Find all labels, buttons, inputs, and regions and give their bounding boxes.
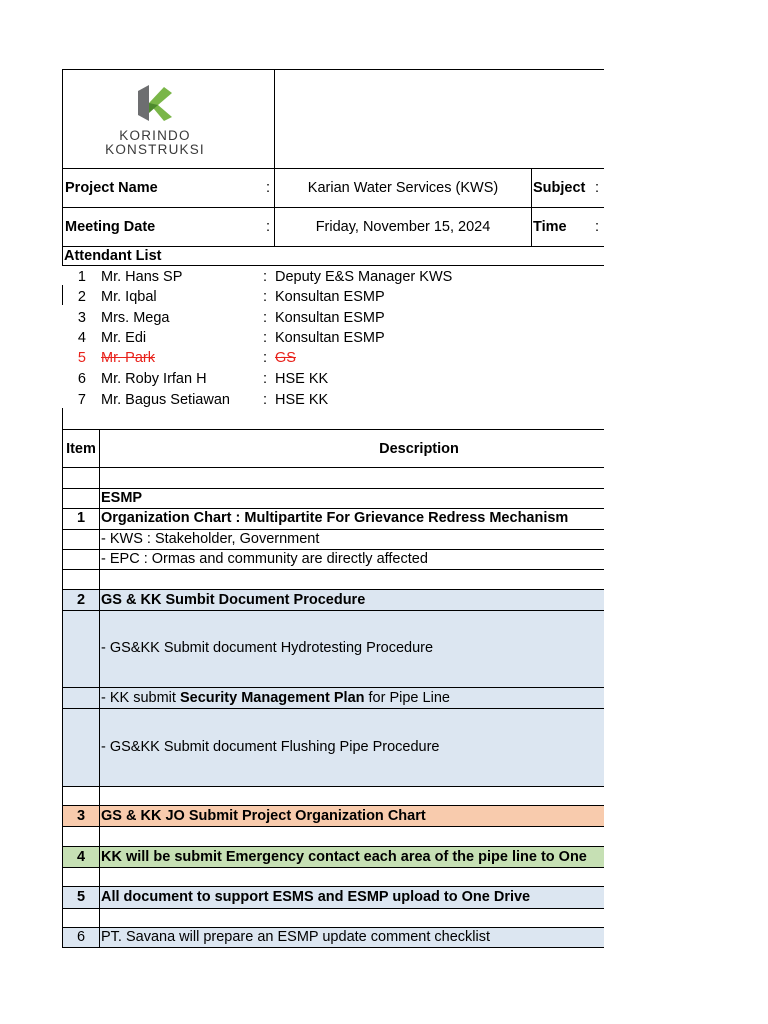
item6-number: 6 bbox=[76, 929, 86, 945]
attendant-colon: : bbox=[263, 310, 268, 326]
attendant-colon: : bbox=[263, 269, 268, 285]
subject-label: Subject bbox=[533, 180, 586, 196]
project-name-colon: : bbox=[266, 180, 271, 196]
attendant-name: Mr. Hans SP bbox=[101, 269, 183, 285]
item2-sub3: - GS&KK Submit document Flushing Pipe Procedure bbox=[101, 739, 440, 755]
attendant-no: 6 bbox=[77, 371, 86, 387]
company-logo bbox=[136, 83, 174, 123]
item3-title: GS & KK JO Submit Project Organization Chart bbox=[101, 808, 426, 824]
attendant-role: Deputy E&S Manager KWS bbox=[275, 269, 453, 285]
item1-title: Organization Chart : Multipartite For Grievance Redress Mechanism bbox=[101, 510, 569, 526]
project-name-value: Karian Water Services (KWS) bbox=[307, 180, 499, 196]
subject-colon: : bbox=[595, 180, 600, 196]
attendant-no: 7 bbox=[77, 392, 86, 408]
item2-sub2-pre: - KK submit bbox=[101, 690, 180, 706]
meeting-date-label: Meeting Date bbox=[65, 219, 156, 235]
attendant-no: 4 bbox=[77, 330, 86, 346]
item2-sub2-bold: Security Management Plan bbox=[179, 690, 365, 706]
attendant-colon: : bbox=[263, 350, 268, 366]
logo-line2: KONSTRUKSI bbox=[105, 142, 205, 157]
attendant-role: Konsultan ESMP bbox=[275, 330, 385, 346]
item4-title: KK will be submit Emergency contact each area of the pipe line to One bbox=[101, 849, 587, 865]
item2-sub1: - GS&KK Submit document Hydrotesting Procedure bbox=[101, 640, 434, 656]
item2-sub2-post: for Pipe Line bbox=[364, 690, 450, 706]
time-label: Time bbox=[533, 219, 567, 235]
item5-title: All document to support ESMS and ESMP upload to One Drive bbox=[101, 889, 531, 905]
attendant-role-struck: GS bbox=[275, 350, 296, 366]
item1-sub1: - KWS : Stakeholder, Government bbox=[101, 531, 320, 547]
korindo-logo-icon bbox=[136, 83, 174, 123]
item2-title: GS & KK Sumbit Document Procedure bbox=[101, 592, 366, 608]
time-colon: : bbox=[595, 219, 600, 235]
attendant-role: HSE KK bbox=[275, 392, 329, 408]
meeting-date-colon: : bbox=[266, 219, 271, 235]
attendant-name: Mrs. Mega bbox=[101, 310, 170, 326]
item1-number: 1 bbox=[76, 510, 86, 526]
item1-sub2: - EPC : Ormas and community are directly affected bbox=[101, 551, 428, 567]
logo-line1: KORINDO bbox=[119, 128, 191, 143]
attendant-name: Mr. Bagus Setiawan bbox=[101, 392, 230, 408]
item4-number: 4 bbox=[76, 849, 86, 865]
attendant-name: Mr. Iqbal bbox=[101, 289, 157, 305]
attendant-no: 1 bbox=[77, 269, 86, 285]
attendant-no: 2 bbox=[77, 289, 86, 305]
item5-number: 5 bbox=[76, 889, 86, 905]
attendant-list-title: Attendant List bbox=[64, 248, 162, 264]
item3-number: 3 bbox=[76, 808, 86, 824]
attendant-role: HSE KK bbox=[275, 371, 329, 387]
attendant-role: Konsultan ESMP bbox=[275, 310, 385, 326]
item2-sub2 bbox=[101, 688, 450, 708]
attendant-name: Mr. Edi bbox=[101, 330, 147, 346]
attendant-colon: : bbox=[263, 330, 268, 346]
item2-number: 2 bbox=[76, 592, 86, 608]
item-column-header: Item bbox=[66, 441, 96, 457]
attendant-no: 3 bbox=[77, 310, 86, 326]
attendant-no: 5 bbox=[77, 350, 86, 366]
attendant-role: Konsultan ESMP bbox=[275, 289, 385, 305]
item6-title: PT. Savana will prepare an ESMP update comment checklist bbox=[101, 929, 491, 945]
attendant-name-struck: Mr. Park bbox=[101, 350, 155, 366]
attendant-colon: : bbox=[263, 289, 268, 305]
description-column-header: Description bbox=[379, 441, 459, 457]
meeting-date-value: Friday, November 15, 2024 bbox=[315, 219, 491, 235]
attendant-name: Mr. Roby Irfan H bbox=[101, 371, 207, 387]
project-name-label: Project Name bbox=[65, 180, 158, 196]
section-esmp: ESMP bbox=[101, 490, 143, 506]
attendant-colon: : bbox=[263, 392, 268, 408]
attendant-colon: : bbox=[263, 371, 268, 387]
